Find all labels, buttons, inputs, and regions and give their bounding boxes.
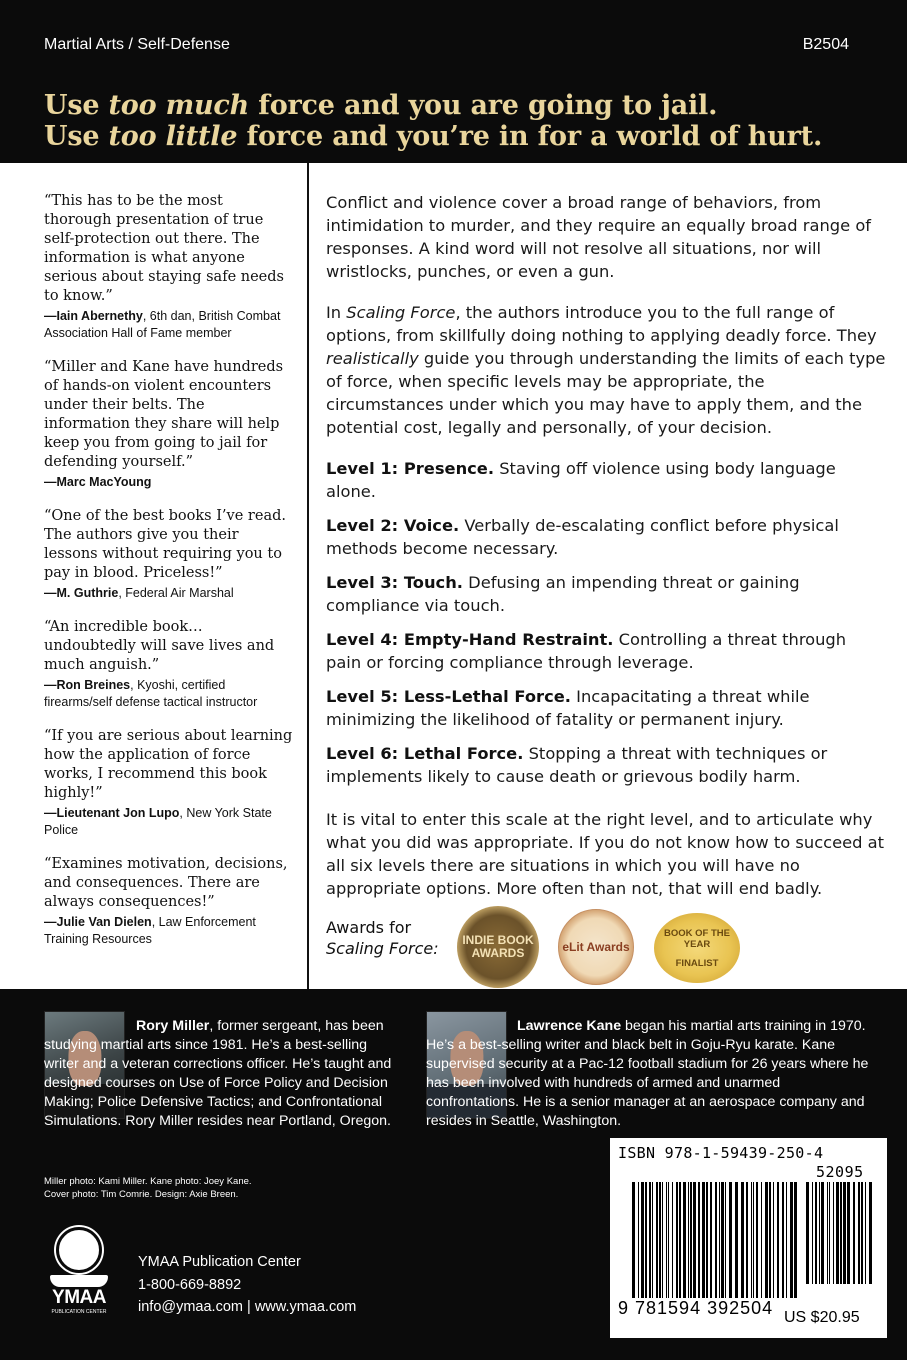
text-span: , the authors introduce you to the full range of options, from skillfully doing nothing to applying deadly force. They xyxy=(326,303,877,345)
ean-barcode xyxy=(632,1182,797,1298)
quote-attribution xyxy=(44,308,294,342)
barcode-bar xyxy=(676,1182,678,1298)
text-span: In xyxy=(326,303,347,322)
quote-text: “Miller and Kane have hundreds of hands-on violent encounters under their belts. The information they share will help keep you from going to jail for defending yourself.” xyxy=(44,359,284,470)
quote-text: “An incredible book… undoubtedly will save lives and much anguish.” xyxy=(44,619,275,673)
quote-text: “If you are serious about learning how the application of force works, I recommend this book highly!” xyxy=(44,728,293,801)
endorsement xyxy=(44,358,294,491)
barcode-bar xyxy=(869,1182,872,1284)
endorsements xyxy=(44,192,294,964)
level-title: Level 1: Presence. xyxy=(326,459,495,478)
barcode-bar xyxy=(819,1182,820,1284)
barcode-bar xyxy=(729,1182,732,1298)
seal-text: BOOK OF THE YEAR xyxy=(664,927,730,950)
author-bio-kane xyxy=(426,1017,876,1131)
level-text: Incapacitating a threat while minimizing the likelihood of fatality or permanent injury. xyxy=(326,687,810,729)
product-code: B2504 xyxy=(802,36,849,53)
credit-line: Miller photo: Kami Miller. Kane photo: Joey Kane. xyxy=(44,1176,252,1187)
publisher-contact xyxy=(138,1296,356,1319)
top-band xyxy=(0,0,907,163)
book-description xyxy=(326,191,886,918)
level-text: Verbally de-escalating conflict before physical methods become necessary. xyxy=(326,516,839,558)
barcode-bar xyxy=(829,1182,830,1284)
barcode-bar xyxy=(773,1182,774,1298)
awards-label-line: Awards for xyxy=(326,918,412,937)
barcode-bar xyxy=(741,1182,744,1298)
endorsement xyxy=(44,727,294,839)
author-bio-text: , former sergeant, has been studying martial arts since 1981. He’s a best-selling writer and a veteran corrections officer. He’s taught and designed courses on Use of Force Policy and Decision Making; Police Defensive Tactics; and Confrontational Simulations. Rory Miller resides near Portland, Oregon. xyxy=(44,1018,392,1129)
headline-emphasis: too much xyxy=(108,90,250,121)
barcode-bar xyxy=(721,1182,724,1298)
level-text: Stopping a threat with techniques or implements likely to cause death or grievous bodily harm. xyxy=(326,744,828,786)
barcode-bar xyxy=(710,1182,712,1298)
category-label: Martial Arts / Self-Defense xyxy=(44,36,230,53)
barcode-bar xyxy=(782,1182,784,1298)
barcode-bar xyxy=(641,1182,644,1298)
awards-book-title: Scaling Force: xyxy=(326,939,439,958)
price-label: US $20.95 xyxy=(784,1309,860,1326)
force-level xyxy=(326,457,886,503)
quote-author-detail: , Federal Air Marshal xyxy=(118,586,234,600)
awards xyxy=(326,903,886,983)
barcode-bar xyxy=(806,1182,809,1284)
awards-label xyxy=(326,917,439,959)
quote-author: —Iain Abernethy xyxy=(44,309,143,323)
headline-text: Use xyxy=(44,121,109,152)
quote-author-detail: , Law Enforcement Training Resources xyxy=(44,915,256,946)
barcode-bar xyxy=(698,1182,700,1298)
barcode-bar xyxy=(865,1182,866,1284)
quote-text: “Examines motivation, decisions, and consequences. There are always consequences!” xyxy=(44,856,288,910)
barcode-bar xyxy=(702,1182,705,1298)
barcode-bar xyxy=(656,1182,658,1298)
barcode-bar xyxy=(666,1182,667,1298)
headline xyxy=(44,90,822,152)
barcode-bar xyxy=(659,1182,661,1298)
force-level xyxy=(326,685,886,731)
ymaa-logo xyxy=(44,1225,114,1319)
headline-text: force and you are going to jail. xyxy=(249,90,718,121)
headline-text: Use xyxy=(44,90,109,121)
description-paragraph: It is vital to enter this scale at the right level, and to articulate why what you did was appropriate. If you do not know how to succeed at all six levels there are situations in which you will have no appropriate options. More often than not, that will end badly. xyxy=(326,810,885,898)
author-bio-text: began his martial arts training in 1970. He’s a best-selling writer and black belt in Goju-Ryu karate. Kane supervised security at a Pac-12 football stadium for 26 years where he has been involved with hundreds of armed and unarmed confrontations. He is a senior manager at an aerospace company and resides in Seattle, Washington. xyxy=(426,1018,869,1129)
endorsement xyxy=(44,192,294,342)
quote-author: —Marc MacYoung xyxy=(44,475,152,489)
force-level xyxy=(326,628,886,674)
emphasis: realistically xyxy=(326,349,419,368)
barcode-bar xyxy=(853,1182,855,1284)
logo-subtitle: PUBLICATION CENTER xyxy=(51,1309,107,1315)
text-span: guide you through understanding the limits of each type of force, when specific levels may be appropriate, the circumstances under which you may have to apply them, and the potential cost, legally and personally, of your decision. xyxy=(326,349,886,437)
publisher-name: YMAA Publication Center xyxy=(138,1254,301,1270)
elit-award-seal: eLit Awards xyxy=(558,909,634,985)
column-divider xyxy=(307,163,309,989)
barcode-digits: 9 781594 392504 xyxy=(618,1298,774,1318)
barcode-bar xyxy=(719,1182,720,1298)
level-text: Controlling a threat through pain or forcing compliance through leverage. xyxy=(326,630,847,672)
description-paragraph: Conflict and violence cover a broad range of behaviors, from intimidation to murder, and they require an equally broad range of responses. A kind word will not resolve all situations, nor will wristlocks, punches, or even a gun. xyxy=(326,193,872,281)
bottom-band xyxy=(0,989,907,1360)
barcode-bar xyxy=(777,1182,779,1298)
barcode-bar xyxy=(725,1182,726,1298)
level-text: Staving off violence using body language alone. xyxy=(326,459,836,501)
addon-barcode xyxy=(806,1182,872,1284)
yin-yang-icon xyxy=(56,1227,102,1273)
barcode-bar xyxy=(638,1182,639,1298)
barcode-bar xyxy=(645,1182,647,1298)
description-paragraph xyxy=(326,301,886,439)
quote-text: “This has to be the most thorough presentation of true self-protection out there. The information is what anyone serious about staying safe needs to know.” xyxy=(44,193,284,304)
quote-text: “One of the best books I’ve read. The authors give you their lessons without requiring you to pay in blood. Priceless!” xyxy=(44,508,286,581)
level-title: Level 4: Empty-Hand Restraint. xyxy=(326,630,614,649)
barcode-bar xyxy=(649,1182,651,1298)
barcode-bar xyxy=(668,1182,669,1298)
barcode-bar xyxy=(858,1182,860,1284)
barcode-bar xyxy=(765,1182,768,1298)
quote-author-detail: , 6th dan, British Combat Association Hall of Fame member xyxy=(44,309,281,340)
barcode-bar xyxy=(662,1182,663,1298)
barcode-bar xyxy=(840,1182,842,1284)
logo-wordmark: YMAA xyxy=(52,1287,106,1308)
quote-attribution xyxy=(44,585,294,602)
quote-author-detail: , Kyoshi, certified firearms/self defense tactical instructor xyxy=(44,678,258,709)
barcode-bar xyxy=(683,1182,686,1298)
author-name: Rory Miller xyxy=(136,1018,210,1034)
barcode-bar xyxy=(751,1182,752,1298)
barcode-bar xyxy=(688,1182,689,1298)
barcode-bar xyxy=(679,1182,681,1298)
force-levels xyxy=(326,457,886,788)
headline-line-1 xyxy=(44,90,822,121)
quote-attribution xyxy=(44,914,294,948)
barcode-addon-number: 52095 xyxy=(816,1163,864,1181)
book-icon xyxy=(50,1275,108,1287)
photo-credits xyxy=(44,1175,252,1201)
headline-line-2 xyxy=(44,121,822,152)
barcode-bar xyxy=(735,1182,738,1298)
barcode-bar xyxy=(794,1182,797,1298)
force-level xyxy=(326,571,886,617)
barcode-bar xyxy=(672,1182,673,1298)
barcode-bar xyxy=(761,1182,762,1298)
barcode-bar xyxy=(843,1182,846,1284)
barcode-bar xyxy=(756,1182,758,1298)
barcode-box xyxy=(610,1138,887,1338)
quote-author: —Lieutenant Jon Lupo xyxy=(44,806,180,820)
force-level xyxy=(326,514,886,560)
isbn-text: ISBN 978-1-59439-250-4 xyxy=(618,1144,824,1162)
barcode-bar xyxy=(632,1182,635,1298)
publisher-info xyxy=(138,1251,356,1319)
quote-attribution xyxy=(44,474,294,491)
barcode-bar xyxy=(786,1182,787,1298)
barcode-bar xyxy=(769,1182,771,1298)
credit-line: Cover photo: Tim Comrie. Design: Axie Breen. xyxy=(44,1189,239,1200)
quote-author-detail: , New York State Police xyxy=(44,806,272,837)
headline-emphasis: too little xyxy=(108,121,238,152)
seal-text: FINALIST xyxy=(675,957,719,969)
level-title: Level 5: Less-Lethal Force. xyxy=(326,687,571,706)
endorsement xyxy=(44,507,294,602)
barcode-bar xyxy=(833,1182,834,1284)
level-title: Level 2: Voice. xyxy=(326,516,460,535)
indie-book-award-seal: INDIE BOOK AWARDS xyxy=(457,906,539,988)
level-text: Defusing an impending threat or gaining compliance via touch. xyxy=(326,573,800,615)
level-title: Level 6: Lethal Force. xyxy=(326,744,524,763)
author-bio-miller xyxy=(44,1017,394,1131)
level-title: Level 3: Touch. xyxy=(326,573,463,592)
barcode-bar xyxy=(690,1182,692,1298)
barcode-bar xyxy=(693,1182,696,1298)
author-name: Lawrence Kane xyxy=(517,1018,622,1034)
quote-author: —Ron Breines xyxy=(44,678,131,692)
barcode-bar xyxy=(652,1182,653,1298)
publisher-email[interactable]: info@ymaa.com xyxy=(138,1299,243,1315)
quote-author: —Julie Van Dielen xyxy=(44,915,152,929)
force-level xyxy=(326,742,886,788)
quote-author: —M. Guthrie xyxy=(44,586,119,600)
barcode-bar xyxy=(706,1182,708,1298)
barcode-bar xyxy=(861,1182,863,1284)
barcode-bar xyxy=(821,1182,824,1284)
barcode-bar xyxy=(847,1182,850,1284)
barcode-bar xyxy=(746,1182,748,1298)
barcode-bar xyxy=(815,1182,817,1284)
barcode-bar xyxy=(827,1182,828,1284)
book-of-the-year-seal xyxy=(654,913,740,983)
separator: | xyxy=(247,1299,251,1315)
barcode-bar xyxy=(836,1182,839,1284)
publisher-phone: 1-800-669-8892 xyxy=(138,1276,242,1293)
barcode-bar xyxy=(790,1182,793,1298)
barcode-bar xyxy=(812,1182,813,1284)
endorsement xyxy=(44,618,294,711)
content-panel xyxy=(0,163,907,989)
publisher-website[interactable]: www.ymaa.com xyxy=(254,1299,357,1315)
book-title: Scaling Force xyxy=(346,303,456,322)
barcode-bar xyxy=(715,1182,717,1298)
headline-text: force and you’re in for a world of hurt. xyxy=(237,121,823,152)
barcode-bar xyxy=(753,1182,754,1298)
quote-attribution xyxy=(44,677,294,711)
endorsement xyxy=(44,855,294,948)
quote-attribution xyxy=(44,805,294,839)
